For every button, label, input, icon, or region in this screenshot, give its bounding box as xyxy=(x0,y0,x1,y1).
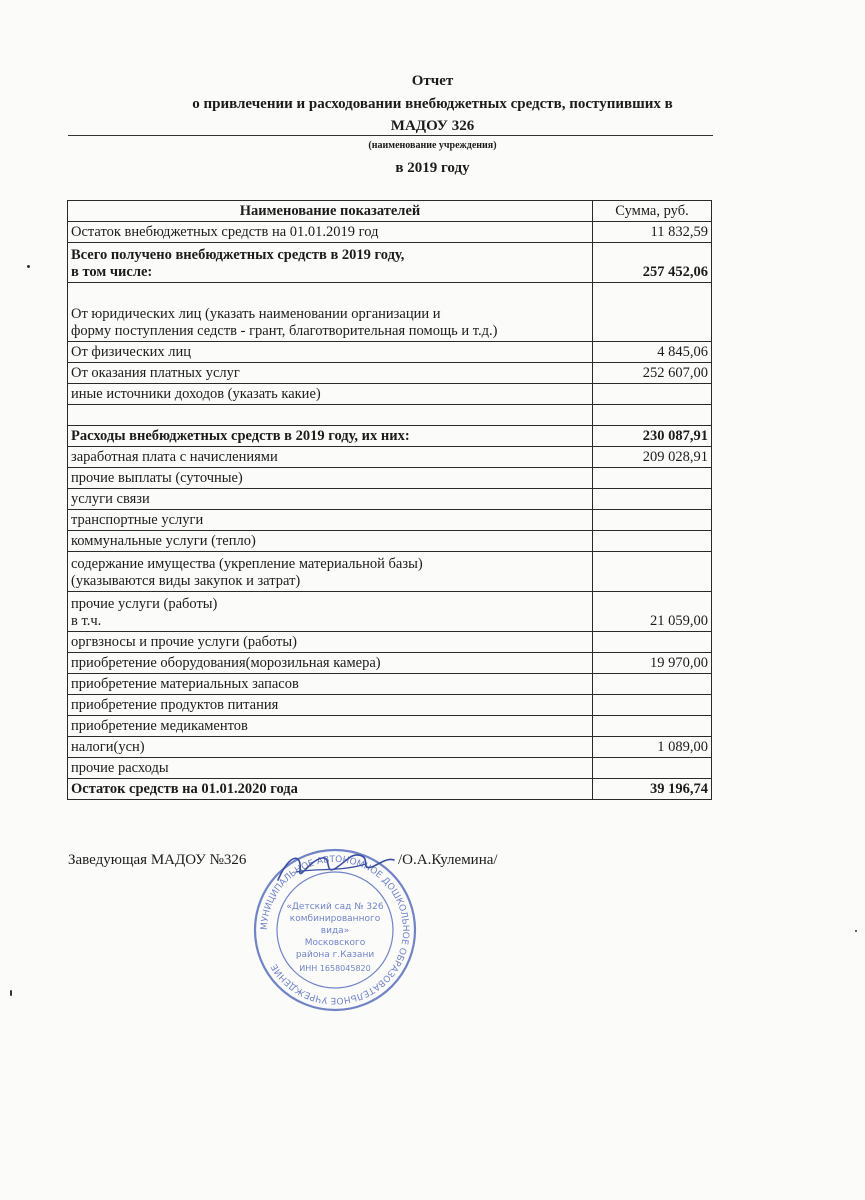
svg-text:МУНИЦИПАЛЬНОЕ АВТОНОМНОЕ ДОШКО: МУНИЦИПАЛЬНОЕ АВТОНОМНОЕ ДОШКОЛЬНОЕ ОБРАЗОВАТЕЛЬНОЕ УЧРЕЖДЕНИЕ xyxy=(259,854,411,1006)
row-value xyxy=(593,716,712,737)
svg-text:вида»: вида» xyxy=(320,926,350,936)
table-row xyxy=(68,447,712,468)
row-label: От физических лиц xyxy=(68,342,593,363)
table-row xyxy=(68,489,712,510)
row-value xyxy=(593,489,712,510)
row-label: коммунальные услуги (тепло) xyxy=(68,531,593,552)
row-value xyxy=(593,405,712,426)
table-row xyxy=(68,779,712,800)
svg-text:района г.Казани: района г.Казани xyxy=(295,950,375,960)
table-row xyxy=(68,737,712,758)
table-row xyxy=(68,363,712,384)
row-label: От оказания платных услуг xyxy=(68,363,593,384)
scan-speck xyxy=(855,930,857,932)
row-label: приобретение материальных запасов xyxy=(68,674,593,695)
row-value: 252 607,00 xyxy=(593,363,712,384)
row-value: 21 059,00 xyxy=(593,592,712,632)
table-row xyxy=(68,510,712,531)
row-label: прочие расходы xyxy=(68,758,593,779)
column-header-sum: Сумма, руб. xyxy=(593,201,712,222)
row-label: Остаток средств на 01.01.2020 года xyxy=(68,779,593,800)
row-value xyxy=(593,632,712,653)
row-value: 4 845,06 xyxy=(593,342,712,363)
row-value xyxy=(593,283,712,342)
institution-name: МАДОУ 326 xyxy=(390,118,475,134)
row-value: 257 452,06 xyxy=(593,243,712,283)
row-label: услуги связи xyxy=(68,489,593,510)
row-value xyxy=(593,552,712,592)
table-row xyxy=(68,222,712,243)
table-row xyxy=(68,531,712,552)
scan-speck xyxy=(10,990,12,996)
row-value: 1 089,00 xyxy=(593,737,712,758)
row-value: 39 196,74 xyxy=(593,779,712,800)
report-subtitle: о привлечении и расходовании внебюджетных средств, поступивших в xyxy=(192,96,673,112)
table-row xyxy=(68,342,712,363)
table-row xyxy=(68,632,712,653)
institution-caption: (наименование учреждения) xyxy=(368,140,497,151)
report-title: Отчет xyxy=(411,73,454,89)
svg-text:ИНН 1658045820: ИНН 1658045820 xyxy=(299,964,371,973)
column-header-name: Наименование показателей xyxy=(68,201,593,222)
row-value xyxy=(593,384,712,405)
svg-text:Московского: Московского xyxy=(304,938,366,948)
row-label: прочие услуги (работы) в т.ч. xyxy=(68,592,593,632)
scan-speck xyxy=(27,265,30,268)
table-row xyxy=(68,405,712,426)
svg-text:«Детский сад № 326: «Детский сад № 326 xyxy=(286,902,384,912)
row-value xyxy=(593,758,712,779)
row-label: Всего получено внебюджетных средств в 2019 году, в том числе: xyxy=(68,243,593,283)
row-label: заработная плата с начислениями xyxy=(68,447,593,468)
signatory-position: Заведующая МАДОУ №326 xyxy=(68,852,247,868)
row-label xyxy=(68,405,593,426)
table-row xyxy=(68,283,712,342)
report-table xyxy=(67,200,712,800)
table-row xyxy=(68,243,712,283)
table-row xyxy=(68,552,712,592)
svg-text:комбинированного: комбинированного xyxy=(289,914,381,924)
row-value xyxy=(593,674,712,695)
row-value xyxy=(593,468,712,489)
table-row xyxy=(68,716,712,737)
row-label: приобретение оборудования(морозильная камера) xyxy=(68,653,593,674)
row-label: налоги(усн) xyxy=(68,737,593,758)
row-label: иные источники доходов (указать какие) xyxy=(68,384,593,405)
table-row xyxy=(68,426,712,447)
row-label: Расходы внебюджетных средств в 2019 году, их них: xyxy=(68,426,593,447)
handwritten-signature xyxy=(270,842,400,892)
table-row xyxy=(68,674,712,695)
row-value: 19 970,00 xyxy=(593,653,712,674)
row-value: 209 028,91 xyxy=(593,447,712,468)
report-year: в 2019 году xyxy=(395,160,470,176)
row-label: приобретение медикаментов xyxy=(68,716,593,737)
institution-underline xyxy=(68,135,713,136)
row-value: 230 087,91 xyxy=(593,426,712,447)
signatory-name: /О.А.Кулемина/ xyxy=(398,852,498,868)
row-label: оргвзносы и прочие услуги (работы) xyxy=(68,632,593,653)
table-row xyxy=(68,758,712,779)
table-row xyxy=(68,468,712,489)
table-row xyxy=(68,384,712,405)
table-row xyxy=(68,592,712,632)
row-label: прочие выплаты (суточные) xyxy=(68,468,593,489)
row-value xyxy=(593,510,712,531)
row-label: Остаток внебюджетных средств на 01.01.2019 год xyxy=(68,222,593,243)
row-label: транспортные услуги xyxy=(68,510,593,531)
table-row xyxy=(68,695,712,716)
table-header-row xyxy=(68,201,712,222)
table-row xyxy=(68,653,712,674)
row-value xyxy=(593,531,712,552)
row-value xyxy=(593,695,712,716)
row-label: содержание имущества (укрепление материальной базы) (указываются виды закупок и затрат) xyxy=(68,552,593,592)
row-value: 11 832,59 xyxy=(593,222,712,243)
row-label: От юридических лиц (указать наименовании организации и форму поступления седств - грант, благотворительная помощь и т.д.) xyxy=(68,283,593,342)
row-label: приобретение продуктов питания xyxy=(68,695,593,716)
